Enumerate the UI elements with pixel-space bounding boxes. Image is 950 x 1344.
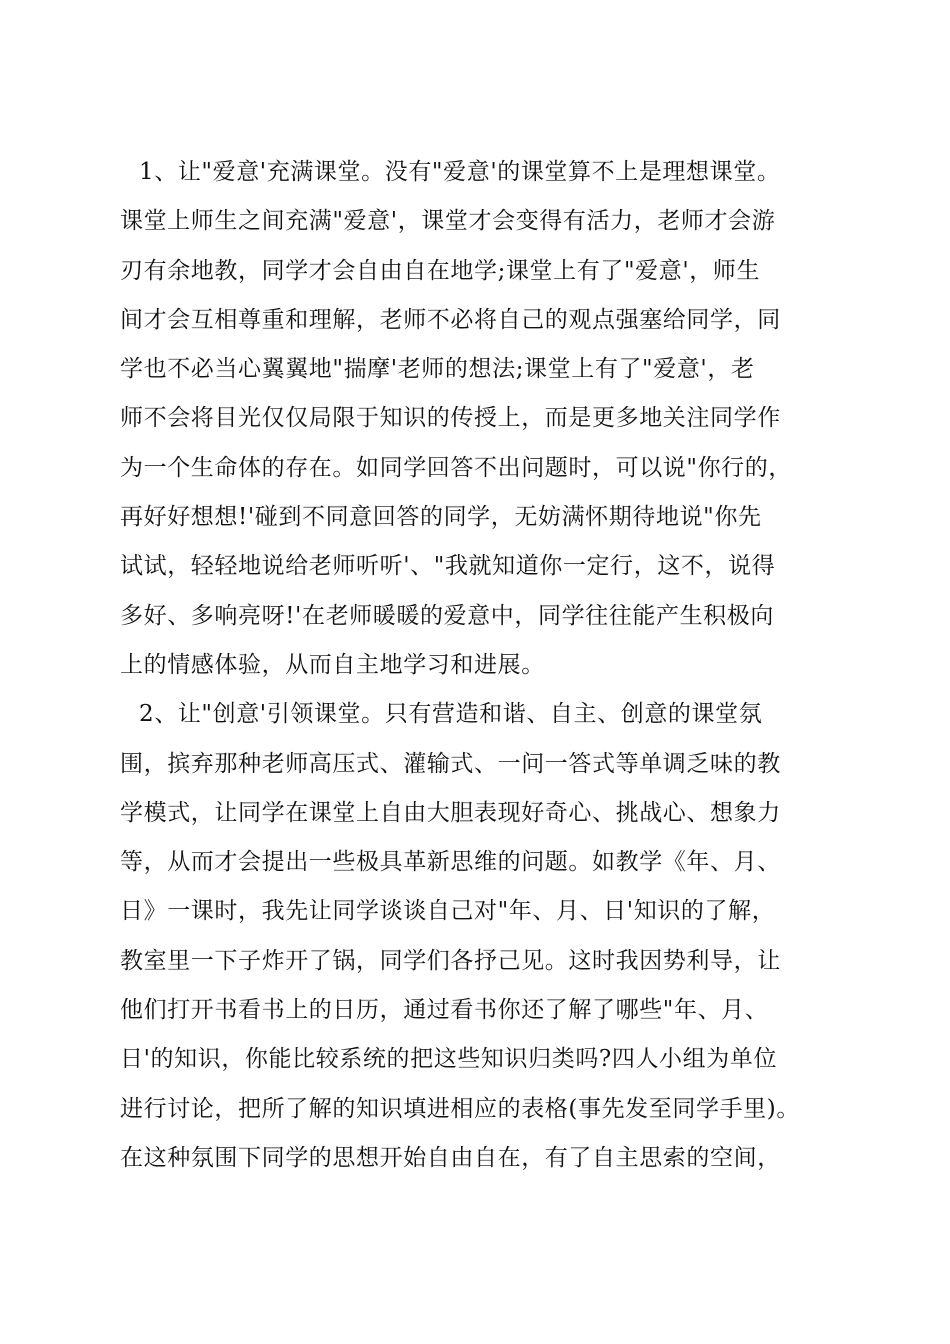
text-line: 刃有余地教，同学才会自由自在地学;课堂上有了"爱意'，师生 bbox=[120, 257, 761, 284]
text-line: 学也不必当心翼翼地"揣摩'老师的想法;课堂上有了"爱意'，老 bbox=[120, 356, 755, 383]
text-line: 日'的知识，你能比较系统的把这些知识归类吗?四人小组为单位 bbox=[120, 1046, 778, 1073]
text-line: 学模式，让同学在课堂上自由大胆表现好奇心、挑战心、想象力 bbox=[120, 799, 781, 826]
text-line: 1、让"爱意'充满课堂。没有"爱意'的课堂算不上是理想课堂。 bbox=[139, 159, 781, 185]
text-line: 为一个生命体的存在。如同学回答不出问题时，可以说"你行的， bbox=[120, 454, 792, 481]
text-line: 等，从而才会提出一些极具革新思维的问题。如教学《年、月、 bbox=[120, 849, 781, 876]
text-line: 课堂上师生之间充满"爱意'，课堂才会变得有活力，老师才会游 bbox=[120, 208, 776, 235]
text-line: 师不会将目光仅仅局限于知识的传授上，而是更多地关注同学作 bbox=[120, 405, 781, 432]
text-line: 试试，轻轻地说给老师听听'、"我就知道你一定行，这不，说得 bbox=[120, 553, 776, 580]
text-line: 间才会互相尊重和理解，老师不必将自己的观点强塞给同学，同 bbox=[120, 306, 781, 333]
text-line: 再好好想想!'碰到不同意回答的同学，无妨满怀期待地说"你先 bbox=[120, 504, 762, 531]
body-text bbox=[120, 148, 850, 1183]
text-line: 在这种氛围下同学的思想开始自由自在，有了自主思索的空间， bbox=[120, 1144, 781, 1171]
text-line: 教室里一下子炸开了锅，同学们各抒己见。这时我因势利导，让 bbox=[120, 947, 781, 974]
text-line: 进行讨论，把所了解的知识填进相应的表格(事先发至同学手里)。 bbox=[120, 1095, 800, 1122]
text-line: 2、让"创意'引领课堂。只有营造和谐、自主、创意的课堂氛 bbox=[139, 701, 763, 728]
text-line: 多好、多响亮呀!'在老师暖暖的爱意中，同学往往能产生积极向 bbox=[120, 602, 774, 629]
text-line: 上的情感体验，从而自主地学习和进展。 bbox=[120, 651, 545, 678]
text-line: 围，摈弃那种老师高压式、灌输式、一问一答式等单调乏味的教 bbox=[120, 750, 781, 777]
text-line: 日》一课时，我先让同学谈谈自己对"年、月、日'知识的了解， bbox=[120, 898, 776, 925]
text-line: 他们打开书看书上的日历，通过看书你还了解了哪些"年、月、 bbox=[120, 997, 769, 1024]
